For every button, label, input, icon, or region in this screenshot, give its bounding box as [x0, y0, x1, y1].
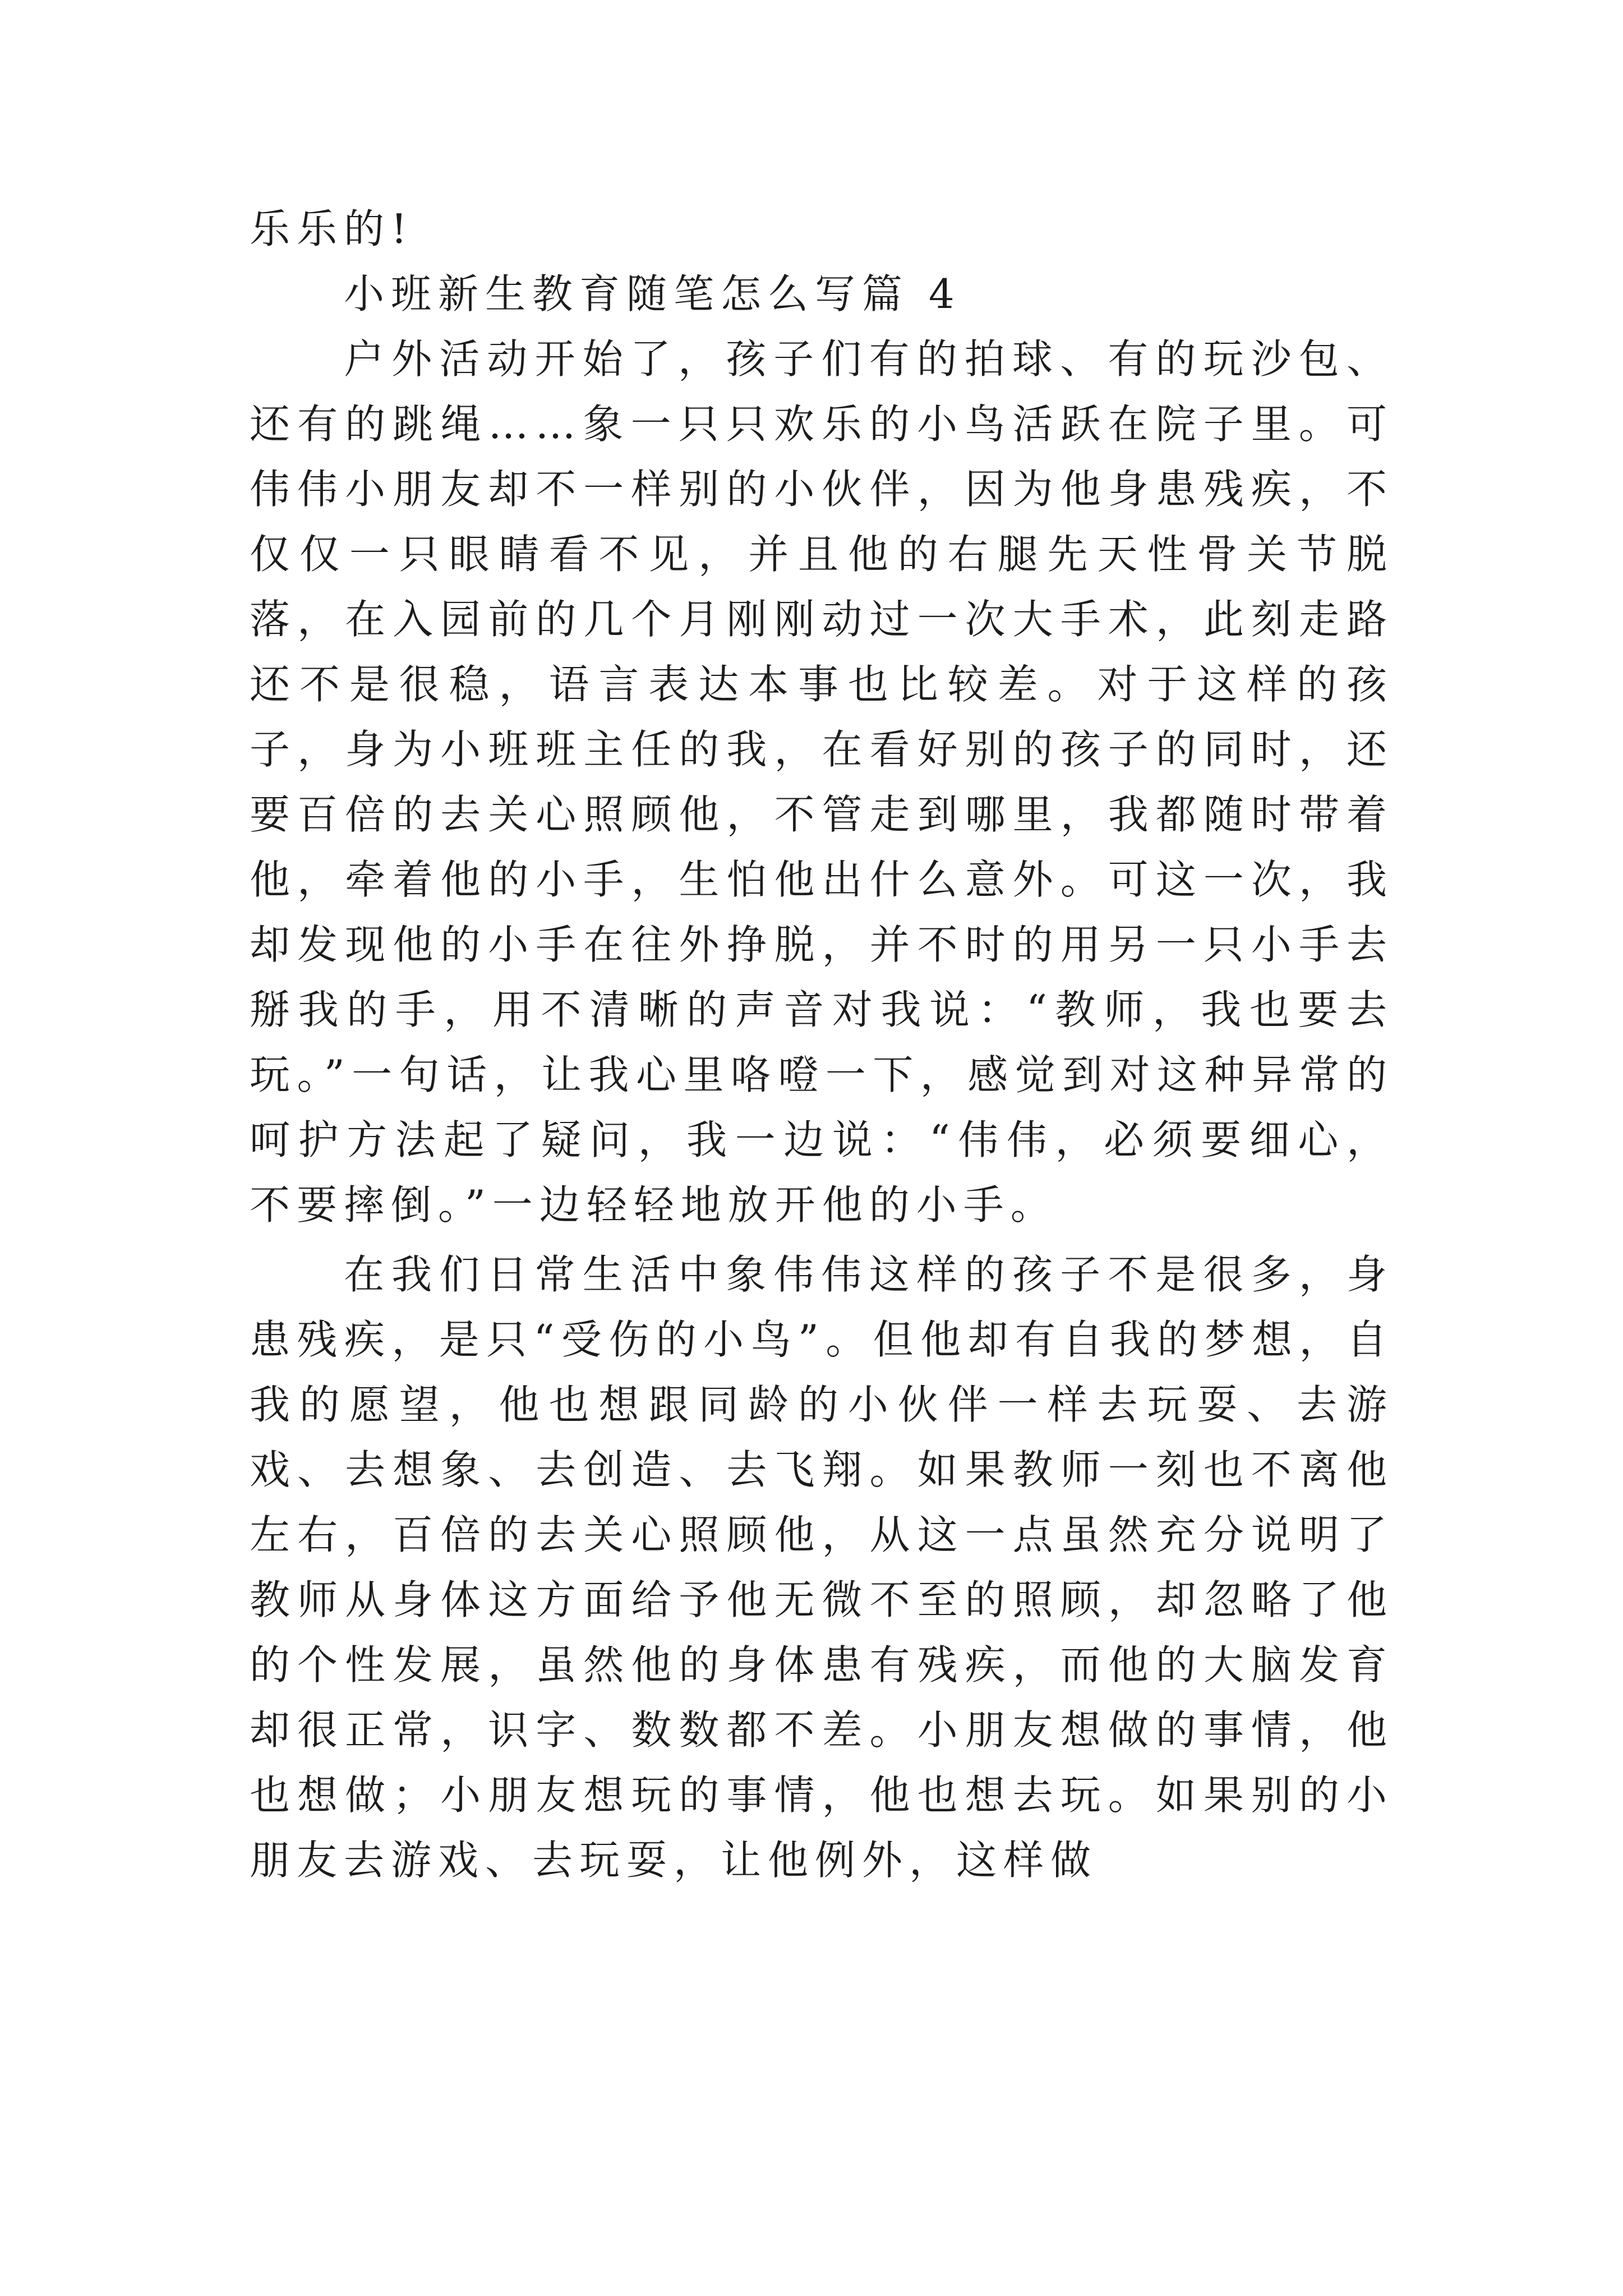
section-heading: 小班新生教育随笔怎么写篇 4 [344, 270, 961, 318]
document-body [250, 196, 1394, 1893]
paragraph-1: 户外活动开始了，孩子们有的拍球、有的玩沙包、还有的跳绳……象一只只欢乐的小鸟活跃在院子里。可伟伟小朋友却不一样别的小伙伴，因为他身患残疾，不仅仅一只眼睛看不见，并且他的右腿先天性骨关节脱落，在入园前的几个月刚刚动过一次大手术，此刻走路还不是很稳，语言表达本事也比较差。对于这样的孩子，身为小班班主任的我，在看好别的孩子的同时，还要百倍的去关心照顾他，不管走到哪里，我都随时带着他，牵着他的小手，生怕他出什么意外。可这一次，我却发现他的小手在往外挣脱，并不时的用另一只小手去掰我的手，用不清晰的声音对我说：“教师，我也要去玩。”一句话，让我心里咯噔一下，感觉到对这种异常的呵护方法起了疑问，我一边说：“伟伟，必须要细心，不要摔倒。”一边轻轻地放开他的小手。 [250, 335, 1394, 1228]
paragraph-2: 在我们日常生活中象伟伟这样的孩子不是很多，身患残疾，是只“受伤的小鸟”。但他却有自我的梦想，自我的愿望，他也想跟同龄的小伙伴一样去玩耍、去游戏、去想象、去创造、去飞翔。如果教师一刻也不离他左右，百倍的去关心照顾他，从这一点虽然充分说明了教师从身体这方面给予他无微不至的照顾，却忽略了他的个性发展，虽然他的身体患有残疾，而他的大脑发育却很正常，识字、数数都不差。小朋友想做的事情，他也想做；小朋友想玩的事情，他也想去玩。如果别的小朋友去游戏、去玩耍，让他例外，这样做 [250, 1251, 1394, 1884]
continuation-line: 乐乐的! [250, 205, 414, 252]
